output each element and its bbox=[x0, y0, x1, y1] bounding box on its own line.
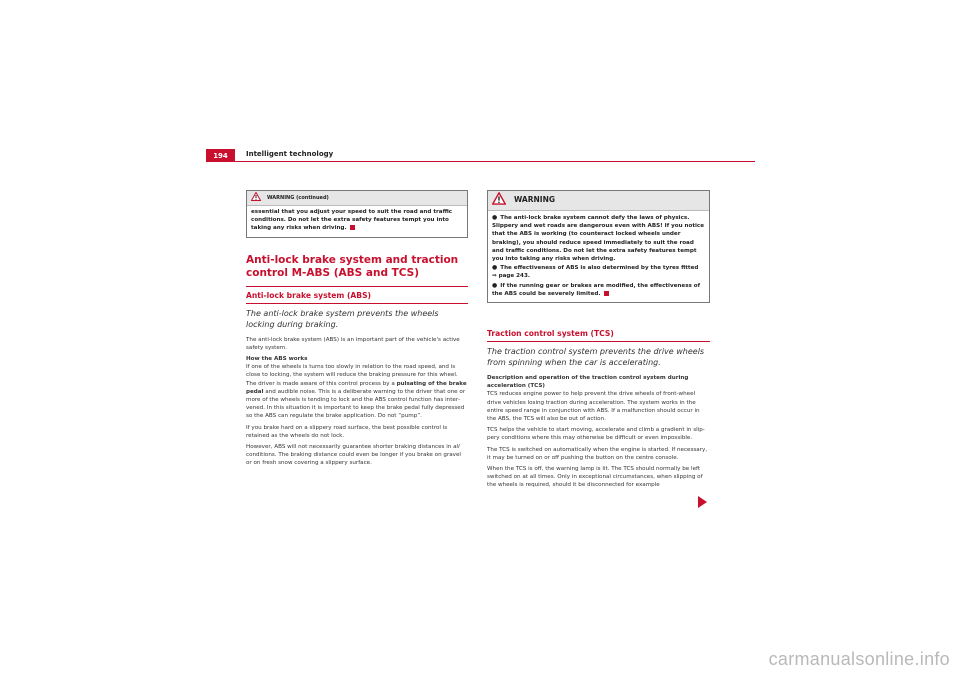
section-title: Intelligent technology bbox=[246, 150, 334, 158]
right-column bbox=[487, 190, 710, 493]
abs-intro: The anti-lock brake system (ABS) is an important part of the vehicle's active safety system. bbox=[246, 336, 460, 351]
next-page-arrow-icon[interactable] bbox=[698, 496, 707, 508]
tcs-description-title: Description and operation of the traction control system during acceleration (TCS) bbox=[487, 375, 689, 390]
warning-continued-box bbox=[246, 190, 468, 238]
warning-bullet-text: The anti-lock brake system cannot defy the laws of physics. Slippery and wet roads are dangerous even with ABS! If you notice that the ABS is working (to counteract locked wheels under braking), you should reduce speed immediately to suit the road and traffic conditions. Do not let the extra safety features tempt you into taking any risks when driving. bbox=[492, 215, 705, 263]
all-emphasis: all bbox=[453, 444, 460, 451]
warning-bullet-text: The effectiveness of ABS is also determined by the tyres fitted bbox=[500, 265, 699, 272]
warning-list bbox=[488, 211, 709, 302]
abs-slippery-paragraph: If you brake hard on a slippery road surface, the best possible control is retained as the wheels do not lock. bbox=[246, 424, 448, 439]
bullet-icon: ● bbox=[492, 281, 498, 289]
heading-divider bbox=[246, 286, 468, 287]
warning-bullet bbox=[492, 264, 705, 280]
page-heading: Anti-lock brake system and traction control M-ABS (ABS and TCS) bbox=[246, 253, 459, 279]
subheading-divider bbox=[487, 341, 710, 342]
page-number: 194 bbox=[206, 149, 235, 162]
tcs-paragraph: TCS helps the vehicle to start moving, accelerate and climb a gradient in slippery conditions where this may otherwise be difficult or even impossible. bbox=[487, 427, 705, 442]
abs-distance-paragraph bbox=[246, 443, 468, 468]
left-column bbox=[246, 190, 468, 471]
tcs-paragraph: TCS reduces engine power to help prevent the drive wheels of front-wheel drive vehicles losing traction during acceleration. The system works in the entire speed range in conjunction with ABS. If a malfunction should occur in the ABS, the TCS will also be out of action. bbox=[487, 391, 700, 423]
warning-triangle-icon bbox=[251, 192, 261, 204]
warning-bullet bbox=[492, 214, 705, 263]
tcs-paragraph: When the TCS is off, the warning lamp is lit. The TCS should normally be left switched on at all times. Only in exceptional circumstances, when slipping of the wheels is required, should it be disconnected for example bbox=[487, 466, 703, 489]
end-of-section-icon bbox=[604, 291, 609, 296]
warning-bullet-text: If the running gear or brakes are modified, the effectiveness of the ABS could be severely limited. bbox=[492, 282, 701, 297]
abs-body bbox=[246, 336, 468, 468]
abs-subheading: Anti-lock brake system (ABS) bbox=[246, 290, 372, 300]
subheading-divider bbox=[246, 303, 468, 304]
warning-box bbox=[487, 190, 710, 303]
end-of-section-icon bbox=[350, 225, 355, 230]
how-abs-works-title: How the ABS works bbox=[246, 356, 308, 363]
warning-body: essential that you adjust your speed to suit the road and traffic conditions. Do not let the extra safety features tempt you into taking any risks when driving. bbox=[251, 209, 453, 232]
tcs-paragraph: The TCS is switched on automatically when the engine is started. If necessary, it may be turned on or off pushing the button on the centre console. bbox=[487, 446, 708, 461]
abs-distance-text-a: However, ABS will not necessarily guarantee shorter braking distances in bbox=[246, 444, 454, 451]
tcs-body bbox=[487, 374, 710, 490]
warning-header bbox=[488, 191, 709, 211]
warning-triangle-icon bbox=[492, 192, 506, 208]
page-reference-link[interactable]: ⇒ page 243. bbox=[492, 273, 530, 280]
abs-operation-paragraph bbox=[246, 363, 468, 420]
warning-bullet bbox=[492, 282, 705, 298]
bullet-icon: ● bbox=[492, 214, 498, 221]
abs-distance-text-b: conditions. The braking distance could even be longer if you brake on gravel or on fresh snow covering a slippery surface. bbox=[246, 452, 461, 467]
abs-operation-text-b: and audible noise. This is a deliberate warning to the driver that one or more of the wheels is tending to lock and the ABS control function has intervened. In this situation it is important to keep the brake pedal fully depressed so the ABS can regulate the brake application. Do not “pump”. bbox=[246, 388, 466, 420]
tcs-lead: The traction control system prevents the drive wheels from spinning when the car is accelerating. bbox=[487, 347, 705, 368]
warning-header bbox=[247, 191, 467, 206]
header-divider bbox=[206, 161, 755, 162]
watermark: carmanualsonline.info bbox=[768, 649, 950, 669]
abs-operation-text-a: If one of the wheels is turns too slowly in relation to the road speed, and is close to locking, the system will reduce the braking pressure for this wheel. The driver is made aware of this control process by a bbox=[246, 364, 458, 387]
brake-pedal-emphasis: pulsating of the brake pedal bbox=[246, 380, 467, 395]
bullet-icon: ● bbox=[492, 264, 498, 272]
warning-text bbox=[247, 206, 467, 237]
abs-lead: The anti-lock brake system prevents the wheels locking during braking. bbox=[246, 308, 439, 329]
warning-title: WARNING (continued) bbox=[267, 194, 329, 201]
tcs-subheading: Traction control system (TCS) bbox=[487, 329, 614, 339]
warning-title: WARNING bbox=[514, 195, 556, 205]
